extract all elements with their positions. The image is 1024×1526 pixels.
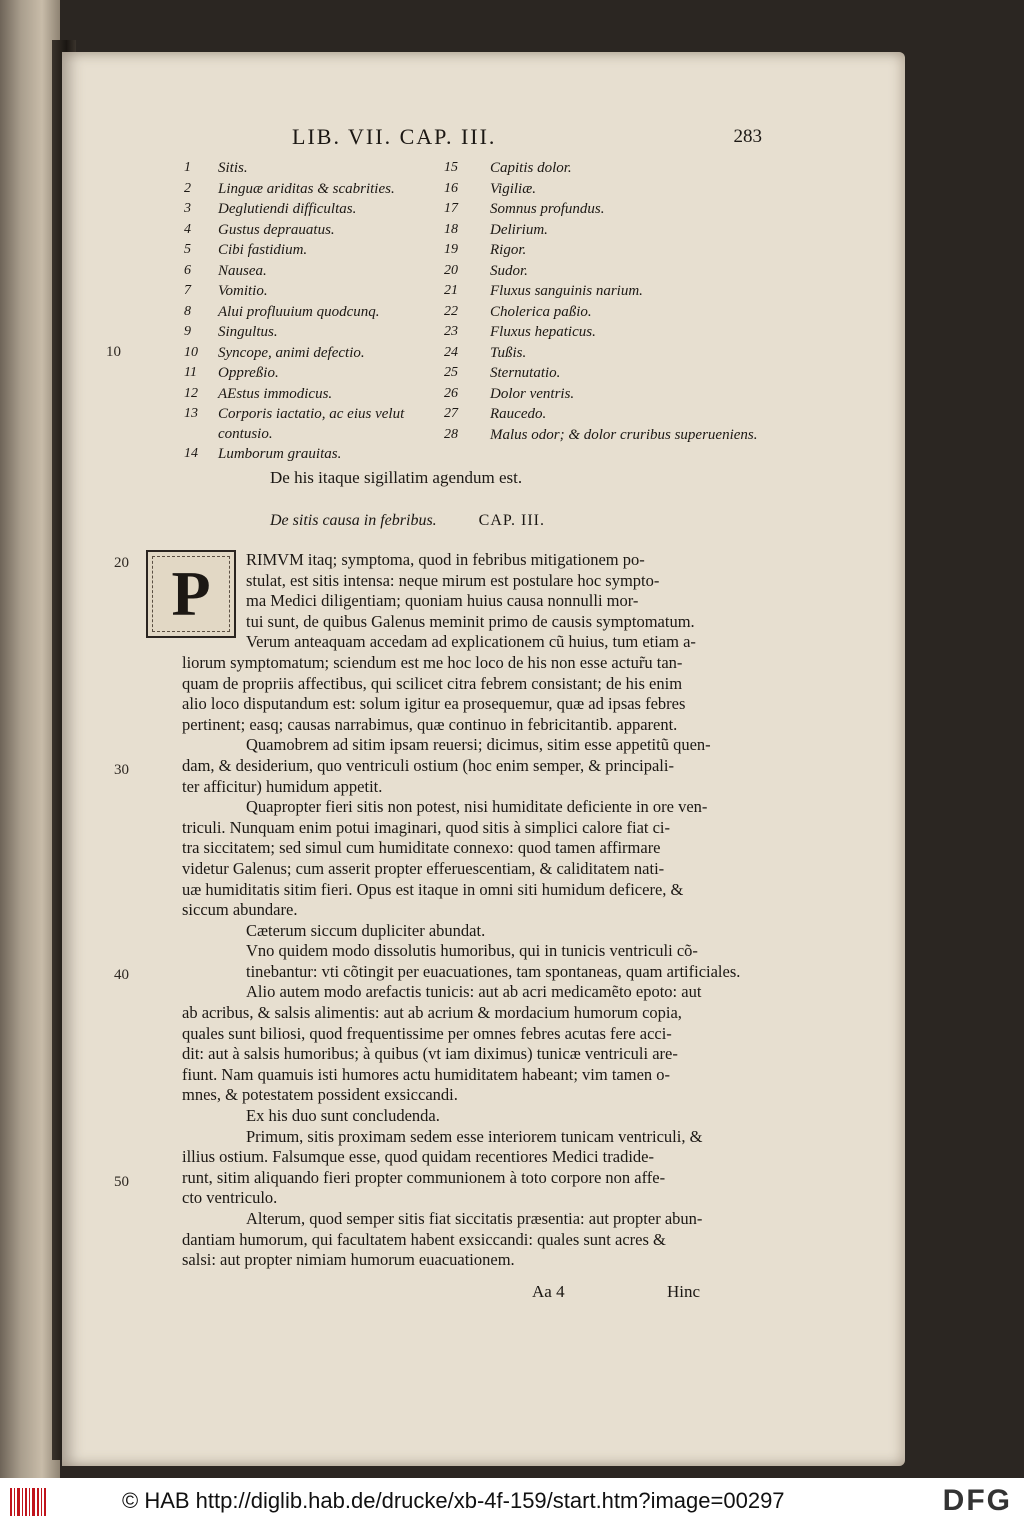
symptom-number: 8	[184, 303, 191, 319]
text-line: stulat, est sitis intensa: neque mirum est postulare hoc sympto-	[246, 570, 660, 590]
symptom-row	[162, 199, 452, 220]
symptom-text: Malus odor; & dolor cruribus superueniens.	[490, 426, 758, 443]
symptom-row	[444, 179, 784, 200]
symptom-row	[444, 281, 784, 302]
symptom-row	[444, 425, 784, 465]
symptom-number: 9	[184, 324, 191, 339]
margin-number: 50	[114, 1174, 129, 1190]
symptom-number: 28	[444, 426, 458, 442]
symptom-number: 19	[444, 242, 458, 257]
symptom-text: Sitis.	[218, 160, 248, 176]
symptom-text: Fluxus hepaticus.	[490, 324, 596, 340]
symptom-row	[162, 240, 452, 261]
adjacent-page-edge	[0, 0, 60, 1478]
symptom-number: 21	[444, 283, 458, 298]
symptom-row	[162, 363, 452, 384]
symptom-row	[162, 261, 452, 282]
signature-mark: Aa 4	[532, 1282, 565, 1301]
symptom-text: Sternutatio.	[490, 365, 561, 381]
symptom-text: Dolor ventris.	[490, 385, 575, 402]
symptom-number: 23	[444, 324, 458, 339]
symptom-number: 17	[444, 201, 458, 216]
symptom-number: 1	[184, 160, 191, 175]
text-line: salsi: aut propter nimiam humorum euacuationem.	[182, 1250, 515, 1270]
symptom-number: 2	[184, 180, 191, 196]
text-line: dam, & desiderium, quo ventriculi ostium (hoc enim semper, & principali-	[182, 755, 674, 775]
symptom-row	[162, 384, 452, 405]
chapter-heading	[270, 512, 545, 530]
symptom-column-left	[162, 158, 452, 465]
text-line: quam de propriis affectibus, qui scilicet citra febrem consistant; de his enim	[182, 673, 683, 693]
symptom-row	[162, 444, 452, 465]
margin-number: 20	[114, 555, 129, 571]
text-line: tui sunt, de quibus Galenus meminit primo de causis symptomatum.	[246, 611, 695, 631]
symptom-number: 13	[184, 406, 198, 421]
symptom-number: 20	[444, 262, 458, 278]
text-line: Alio autem modo arefactis tunicis: aut ab acri medicamẽto epoto: aut	[246, 982, 702, 1002]
text-line: liorum symptomatum; sciendum est me hoc loco de his non esse actur̃u tan-	[182, 652, 683, 672]
symptom-row	[444, 240, 784, 261]
page-number: 283	[733, 126, 762, 147]
chapter-title: De sitis causa in febribus.	[270, 512, 437, 529]
symptom-number: 12	[184, 385, 198, 401]
barcode-icon	[10, 1488, 48, 1516]
text-line: tra siccitatem; sed simul cum humiditate connexo: quod tamen affirmare	[182, 838, 661, 858]
symptom-number: 11	[184, 365, 197, 380]
symptom-row	[162, 404, 452, 444]
symptom-row	[162, 220, 452, 241]
text-line: dantiam humorum, qui facultatem habent exsiccandi: quales sunt acres &	[182, 1229, 666, 1249]
running-title: LIB. VII. CAP. III.	[292, 124, 497, 149]
symptom-text: Delirium.	[490, 221, 548, 238]
text-line: illius ostium. Falsumque esse, quod quidam recentiores Medici tradide-	[182, 1147, 654, 1167]
symptom-text: Vomitio.	[218, 283, 268, 299]
symptom-text: Oppreßio.	[218, 365, 279, 381]
symptom-number: 24	[444, 344, 458, 360]
symptom-number: 27	[444, 406, 458, 421]
text-line: alio loco disputandum est: solum igitur ea prosequemur, quæ ad ipsas febres	[182, 694, 686, 714]
symptom-text: Alui profluuium quodcunq.	[218, 303, 380, 320]
symptom-number: 15	[444, 160, 458, 175]
initial-letter: P	[171, 558, 211, 629]
symptom-column-right	[444, 158, 784, 465]
symptom-row	[162, 322, 452, 343]
symptom-text: Gustus deprauatus.	[218, 221, 335, 238]
symptom-row	[444, 261, 784, 282]
symptom-row	[162, 179, 452, 200]
symptom-row	[444, 363, 784, 384]
symptom-row	[162, 343, 452, 364]
symptom-text: Deglutiendi difficultas.	[218, 201, 357, 217]
symptom-text: Singultus.	[218, 324, 278, 340]
symptom-number: 7	[184, 283, 191, 298]
symptom-number: 18	[444, 221, 458, 237]
symptom-text: Lumborum grauitas.	[218, 446, 342, 462]
chapter-number: CAP. III.	[478, 512, 546, 529]
dfg-logo: DFG	[942, 1484, 1012, 1517]
symptom-text: Vigiliæ.	[490, 180, 536, 197]
symptom-number: 26	[444, 385, 458, 401]
text-line: pertinent; easq; causas narrabimus, quæ continuo in febricitantib. apparent.	[182, 714, 678, 734]
symptom-row	[444, 199, 784, 220]
text-line: ma Medici diligentiam; quoniam huius causa nonnulli mor-	[246, 591, 639, 611]
symptom-number: 4	[184, 221, 191, 237]
symptom-text: Somnus profundus.	[490, 201, 605, 217]
symptom-text: Fluxus sanguinis narium.	[490, 283, 643, 299]
text-line: uæ humiditatis sitim fieri. Opus est itaque in omni siti humidum deficere, &	[182, 879, 684, 899]
text-line: siccum abundare.	[182, 900, 298, 920]
symptom-row	[162, 158, 452, 179]
text-line: fiunt. Nam quamuis isti humores actu humiditatem habeant; vim tamen o-	[182, 1064, 671, 1084]
text-line: triculi. Nunquam enim potui imaginari, quod sitis à simplici calore fiat ci-	[182, 817, 671, 837]
symptom-text: Linguæ ariditas & scabrities.	[218, 180, 395, 197]
margin-number: 10	[106, 344, 121, 360]
text-line: Ex his duo sunt concludenda.	[246, 1106, 440, 1126]
symptom-number: 5	[184, 242, 191, 257]
text-line: quales sunt biliosi, quod frequentissime per omnes febres acutas fere acci-	[182, 1023, 672, 1043]
symptom-text: Nausea.	[218, 262, 267, 279]
symptom-text: Raucedo.	[490, 406, 547, 422]
symptom-row	[444, 220, 784, 241]
text-line: cto ventriculo.	[182, 1188, 278, 1208]
symptom-text: Cholerica paßio.	[490, 303, 592, 320]
margin-number: 30	[114, 762, 129, 778]
symptom-row	[444, 343, 784, 364]
symptom-text: Sudor.	[490, 262, 528, 279]
symptom-text: AEstus immodicus.	[218, 385, 333, 402]
text-line: ter afficitur) humidum appetit.	[182, 776, 383, 796]
book-page	[62, 52, 905, 1466]
symptom-row	[444, 158, 784, 179]
symptom-number: 10	[184, 344, 198, 360]
text-line: tinebantur: vti cõtingit per euacuationes, tam spontaneas, quam artificiales.	[246, 961, 741, 981]
chapter-body	[182, 550, 741, 1271]
text-line: Verum anteaquam accedam ad explicationem cũ huius, tum etiam a-	[246, 632, 696, 652]
symptom-number: 14	[184, 446, 198, 461]
text-line: RIMVM itaq; symptoma, quod in febribus mitigationem po-	[246, 550, 645, 569]
list-conclusion: De his itaque sigillatim agendum est.	[270, 468, 523, 487]
symptom-number: 25	[444, 365, 458, 380]
text-line: Cæterum siccum dupliciter abundat.	[246, 920, 486, 940]
symptom-number: 3	[184, 201, 191, 216]
symptom-text: Rigor.	[490, 242, 527, 258]
symptom-number: 22	[444, 303, 458, 319]
footer-bar	[0, 1478, 1024, 1526]
text-line: Primum, sitis proximam sedem esse interiorem tunicam ventriculi, &	[246, 1126, 703, 1146]
symptom-row	[444, 322, 784, 343]
text-line: videtur Galenus; cum asserit propter efferuescentiam, & caliditatem nati-	[182, 858, 665, 878]
text-line: dit: aut à salsis humoribus; à quibus (vt iam diximus) tunicæ ventriculi are-	[182, 1044, 678, 1064]
symptom-text: Cibi fastidium.	[218, 242, 308, 258]
text-line: Alterum, quod semper sitis fiat siccitatis præsentia: aut propter abun-	[246, 1209, 703, 1228]
copyright-link[interactable]: © HAB http://diglib.hab.de/drucke/xb-4f-159/start.htm?image=00297	[122, 1488, 785, 1513]
symptom-row	[444, 384, 784, 405]
symptom-number: 6	[184, 262, 191, 278]
symptom-text: Corporis iactatio, ac eius velut contusio.	[218, 406, 405, 442]
text-line: ab acribus, & salsis alimentis: aut ab acrium & mordacium humorum copia,	[182, 1003, 682, 1023]
text-line: Quamobrem ad sitim ipsam reuersi; dicimus, sitim esse appetitũ quen-	[246, 735, 711, 755]
symptom-row	[162, 281, 452, 302]
symptom-text: Syncope, animi defectio.	[218, 344, 365, 361]
text-line: runt, sitim aliquando fieri propter communionem à toto corpore non affe-	[182, 1167, 666, 1187]
symptom-row	[162, 302, 452, 323]
margin-number: 40	[114, 967, 129, 983]
catchword: Hinc	[667, 1282, 701, 1301]
symptom-number: 16	[444, 180, 458, 196]
symptom-text: Tußis.	[490, 344, 527, 361]
text-line: Vno quidem modo dissolutis humoribus, qui in tunicis ventriculi cõ-	[246, 941, 698, 961]
symptom-row	[444, 302, 784, 323]
symptom-row	[444, 404, 784, 425]
symptom-text: Capitis dolor.	[490, 160, 572, 176]
text-line: Quapropter fieri sitis non potest, nisi humiditate deficiente in ore ven-	[246, 797, 708, 817]
text-line: mnes, & potestatem possident exsiccandi.	[182, 1085, 458, 1105]
